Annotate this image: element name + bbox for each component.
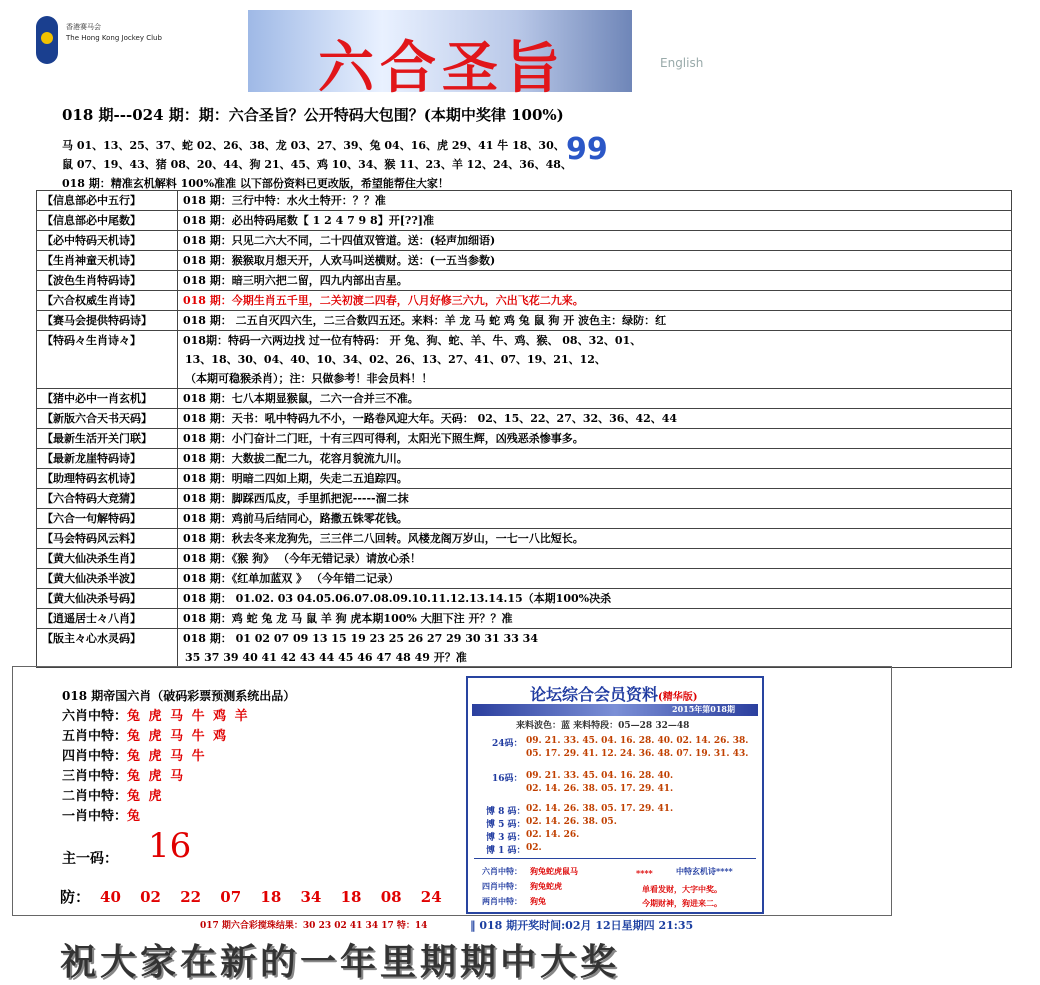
forum-card-title <box>530 682 697 705</box>
row-value <box>178 291 1012 311</box>
table-row <box>37 191 1012 211</box>
poem-line: 今期财神，狗进来二。 <box>642 898 722 908</box>
emperor-line <box>62 725 228 744</box>
row-value <box>178 429 1012 449</box>
row-value-line: 13、18、30、04、40、10、34、02、26、13、27、41、07、19、21、12、 <box>185 353 606 366</box>
bo-value: 02. 14. 26. 38. 05. 17. 29. 41. <box>526 804 674 814</box>
emperor-line-label: 三肖中特： <box>62 769 128 784</box>
row-value <box>178 589 1012 609</box>
row-value <box>178 449 1012 469</box>
forum-card-source: 来料波色：蓝 来料特段：05—28 32—48 <box>516 721 690 731</box>
table-row <box>37 489 1012 509</box>
table-row <box>37 211 1012 231</box>
bo-label: 博 1 码： <box>486 846 526 856</box>
emperor-line-value: 兔 <box>127 809 143 824</box>
fang-row <box>60 886 442 907</box>
row-value-line: 018 期：七八本期显猴鼠，二六一合并三不准。 <box>183 392 419 405</box>
row-value <box>178 549 1012 569</box>
banner-title: 六合圣旨 <box>318 35 566 101</box>
emperor-line-label: 一肖中特： <box>62 809 128 824</box>
row-value-line: 018 期：秋去冬来龙狗先，三三伴二八回转。风楼龙阁万岁山，一七一八比短长。 <box>183 532 584 545</box>
row-value-line: 018 期： 二五自灭四六生，二三合数四五还。来料：羊 龙 马 蛇 鸡 兔 鼠 狗 开 波色主：绿防：红 <box>183 314 667 327</box>
row-value-line: 018 期：暗三明六把二留，四九内部出吉星。 <box>183 274 408 287</box>
row-value <box>178 409 1012 429</box>
row-label: 【版主々心水灵码】 <box>37 629 178 668</box>
row-label: 【最新龙崖特码诗】 <box>37 449 178 469</box>
row-label: 【六合一句解特码】 <box>37 509 178 529</box>
main-code-number: 16 <box>148 826 192 866</box>
intro-note: 018 期：精准玄机解料 100%准准 以下部份资料已更改版，希望能帮住大家！ <box>62 177 449 190</box>
emperor-line-value: 兔 虎 马 牛 鸡 羊 <box>127 709 250 724</box>
row-label: 【猪中必中一肖玄机】 <box>37 389 178 409</box>
table-row <box>37 231 1012 251</box>
table-row <box>37 609 1012 629</box>
forum-card-subtitle: (精华版) <box>658 692 698 703</box>
bo-value: 02. 14. 26. 38. 05. <box>526 817 617 827</box>
row-value-line: 018 期：今期生肖五千里，二关初渡二四春，八月好修三六九，六出飞花二九来。 <box>183 294 584 307</box>
table-row <box>37 331 1012 389</box>
emperor-line-value: 兔 虎 马 <box>127 769 186 784</box>
mid-title: 中特玄机诗**** <box>676 866 733 876</box>
table-row <box>37 291 1012 311</box>
six-label: 六肖中特： <box>482 866 522 876</box>
emperor-line <box>62 705 250 724</box>
row-value-line: 018 期：脚踩西瓜皮，手里抓把泥-----溜二抹 <box>183 492 409 505</box>
emperor-line-value: 兔 虎 马 牛 鸡 <box>127 729 229 744</box>
emperor-line-label: 五肖中特： <box>62 729 128 744</box>
row-value <box>178 389 1012 409</box>
row-label: 【黄大仙决杀号码】 <box>37 589 178 609</box>
table-row <box>37 569 1012 589</box>
code24-line: 09. 21. 33. 45. 04. 16. 28. 40. 02. 14. 26. 38. <box>526 736 749 746</box>
four-label: 四肖中特： <box>482 881 522 891</box>
row-label: 【逍遥居士々八肖】 <box>37 609 178 629</box>
code16-label: 16码： <box>492 774 523 784</box>
row-value-line: 018 期：三行中特：水火土特开：？？准 <box>183 194 386 207</box>
row-value-line: 35 37 39 40 41 42 43 44 45 46 47 48 49 开？准 <box>185 651 467 664</box>
emperor-line-label: 四肖中特： <box>62 749 128 764</box>
row-label: 【波色生肖特码诗】 <box>37 271 178 291</box>
club-name-cn: 香港赛马会 <box>66 23 101 31</box>
bo-label: 博 5 码： <box>486 820 526 830</box>
bo-label: 博 3 码： <box>486 833 526 843</box>
row-label: 【赛马会提供特码诗】 <box>37 311 178 331</box>
open-time-018: ‖ 018 期开奖时间:02月 12日星期四 21:35 <box>470 919 694 932</box>
emperor-line-label: 六肖中特： <box>62 709 128 724</box>
row-value <box>178 251 1012 271</box>
row-label: 【黄大仙决杀生肖】 <box>37 549 178 569</box>
forum-card-title-text: 论坛综合会员资料 <box>530 685 659 704</box>
row-value <box>178 311 1012 331</box>
bo-value: 02. <box>526 843 542 853</box>
code16-line: 02. 14. 26. 38. 05. 17. 29. 41. <box>526 784 674 794</box>
two-label: 两肖中特： <box>482 896 522 906</box>
row-value <box>178 529 1012 549</box>
row-value <box>178 509 1012 529</box>
two-value: 狗兔 <box>530 896 546 906</box>
poem-line: 单看发财，大字中奖。 <box>642 884 722 894</box>
zodiac-line: 鼠 07、19、43、猪 08、20、44、狗 21、45、鸡 10、34、猴 11、23、羊 12、24、36、48、 <box>62 158 572 171</box>
row-label: 【助理特码玄机诗】 <box>37 469 178 489</box>
table-row <box>37 509 1012 529</box>
emperor-line <box>62 805 142 824</box>
row-label: 【信息部必中五行】 <box>37 191 178 211</box>
forum-card-divider <box>474 858 756 859</box>
row-value <box>178 489 1012 509</box>
row-value <box>178 469 1012 489</box>
big-number: 99 <box>566 132 608 167</box>
headline: 018 期---024 期：期：六合圣旨？公开特码大包围？(本期中奖律 100%) <box>62 106 564 124</box>
prediction-table-body <box>37 191 1012 668</box>
row-value <box>178 331 1012 389</box>
emperor-line <box>62 785 164 804</box>
result-017: 017 期六合彩搅珠结果：30 23 02 41 34 17 特：14 <box>200 921 428 931</box>
english-link[interactable]: English <box>660 56 704 70</box>
row-value-line: 018 期：《红单加蓝双 》 （今年错二记录） <box>183 572 399 585</box>
four-value: 狗兔蛇虎 <box>530 881 562 891</box>
row-value-line: 018 期：明暗二四如上期，失走二五追踪四。 <box>183 472 408 485</box>
row-label: 【黄大仙决杀半波】 <box>37 569 178 589</box>
row-value-line: 018 期：猴猴取月想天开，人欢马叫送横财。送：(一五当参数) <box>183 254 496 267</box>
table-row <box>37 271 1012 291</box>
table-row <box>37 409 1012 429</box>
footer-slogan: 祝大家在新的一年里期期中大奖 <box>60 941 621 983</box>
code24-line: 05. 17. 29. 41. 12. 24. 36. 48. 07. 19. 31. 43. <box>526 749 749 759</box>
prediction-table <box>36 190 1012 668</box>
row-value <box>178 211 1012 231</box>
six-value: 狗兔蛇虎鼠马 <box>530 866 578 876</box>
code24-label: 24码： <box>492 739 523 749</box>
table-row <box>37 311 1012 331</box>
row-label: 【生肖神童天机诗】 <box>37 251 178 271</box>
emperor-line-value: 兔 虎 马 牛 <box>127 749 207 764</box>
table-row <box>37 629 1012 668</box>
row-label: 【信息部必中尾数】 <box>37 211 178 231</box>
code16-line: 09. 21. 33. 45. 04. 16. 28. 40. <box>526 771 674 781</box>
row-value-line: 018 期： 01.02. 03 04.05.06.07.08.09.10.11.12.13.14.15（本期100%决杀 <box>183 592 612 605</box>
row-value <box>178 271 1012 291</box>
table-row <box>37 469 1012 489</box>
row-value-line: 018 期：鸡 蛇 兔 龙 马 鼠 羊 狗 虎本期100% 大胆下注 开？？准 <box>183 612 513 625</box>
emperor-line-label: 二肖中特： <box>62 789 128 804</box>
stars: **** <box>636 868 653 878</box>
row-label: 【六合权威生肖诗】 <box>37 291 178 311</box>
fang-values: 40 02 22 07 18 34 18 08 24 <box>100 888 442 906</box>
row-label: 【特码々生肖诗々】 <box>37 331 178 389</box>
jockey-club-logo <box>36 16 58 64</box>
row-value-line: 018 期：小门奋计二门旺，十有三四可得利，太阳光下照生辉，凶残恶杀惨事多。 <box>183 432 584 445</box>
row-value <box>178 569 1012 589</box>
forum-card-issue: 2015年第018期 <box>672 704 735 714</box>
row-value-line: 018 期：天书：吼中特码九不小，一路卷风迎大年。天码： 02、15、22、27、32、36、42、44 <box>183 412 678 425</box>
table-row <box>37 429 1012 449</box>
row-label: 【六合特码大竞猜】 <box>37 489 178 509</box>
zodiac-line: 马 01、13、25、37、蛇 02、26、38、龙 03、27、39、兔 04、16、虎 29、41 牛 18、30、 <box>62 139 565 152</box>
row-value <box>178 191 1012 211</box>
fang-label: 防： <box>60 888 91 906</box>
club-name <box>66 22 162 44</box>
main-code-label: 主一码： <box>62 851 118 867</box>
emperor-title: 018 期帝国六肖（破码彩票预测系统出品） <box>62 689 296 703</box>
row-value-line: 018 期：《猴 狗》 （今年无错记录）请放心杀！ <box>183 552 421 565</box>
row-value <box>178 629 1012 668</box>
row-value-line: 018 期：大数拔二配二九，花容月貌流九川。 <box>183 452 408 465</box>
row-value-line: 018 期： 01 02 07 09 13 15 19 23 25 26 27 29 30 31 33 34 <box>183 632 538 645</box>
row-value-line: （本期可稳猴杀肖）；注：只做参考！非会员料！！ <box>185 372 433 385</box>
row-label: 【最新生活开关门联】 <box>37 429 178 449</box>
emperor-line-value: 兔 虎 <box>127 789 164 804</box>
table-row <box>37 251 1012 271</box>
emperor-line <box>62 745 207 764</box>
row-value-line: 018 期：必出特码尾数【 1 2 4 7 9 8】开[??]准 <box>183 214 434 227</box>
bo-label: 博 8 码： <box>486 807 526 817</box>
table-row <box>37 389 1012 409</box>
table-row <box>37 529 1012 549</box>
table-row <box>37 549 1012 569</box>
row-value <box>178 609 1012 629</box>
row-label: 【必中特码天机诗】 <box>37 231 178 251</box>
bo-value: 02. 14. 26. <box>526 830 580 840</box>
row-value-line: 018期：特码一六两边找 过一位有特码： 开 兔、狗、蛇、羊、牛、鸡、猴、 08、32、01、 <box>183 334 642 347</box>
row-value-line: 018 期：只见二六大不同，二十四值双管道。送：(轻声加细语) <box>183 234 496 247</box>
row-value-line: 018 期：鸡前马后结同心，路撒五铢零花钱。 <box>183 512 408 525</box>
club-name-en: The Hong Kong Jockey Club <box>66 34 162 42</box>
table-row <box>37 589 1012 609</box>
table-row <box>37 449 1012 469</box>
row-label: 【新版六合天书天码】 <box>37 409 178 429</box>
row-label: 【马会特码风云料】 <box>37 529 178 549</box>
row-value <box>178 231 1012 251</box>
emperor-line <box>62 765 185 784</box>
